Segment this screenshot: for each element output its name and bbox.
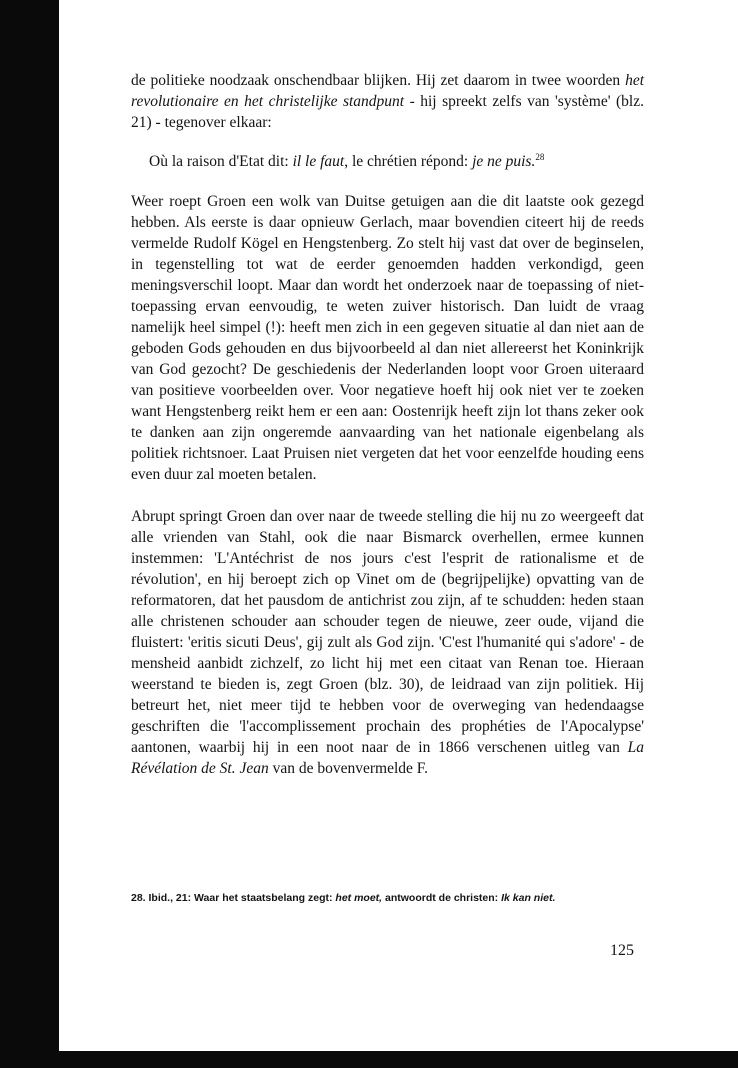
paragraph-2: Weer roept Groen een wolk van Duitse getuigen aan die dit laatste ook gezegd hebben. Als eerste is daar opnieuw Gerlach, maar bovendien citeert hij de reeds vermelde Rudolf Kögel en Hengstenberg. Zo stelt hij vast dat over de beginselen, in tegenstelling tot wat de eerder genoemden hadden verkondigd, geen meningsverschil loopt. Maar dan wordt het onderzoek naar de toepassing of niet-toepassing ervan eenvoudig, te weten zuiver historisch. Dan luidt de vraag namelijk heel simpel (!): heeft men zich in een gegeven situatie al dan niet aan de geboden Gods gehouden en dus bijvoorbeeld al dan niet allereerst het Koninkrijk van God gezocht? De geschiedenis der Nederlanden loopt voor Groen uiteraard van positieve voorbeelden over. Voor negatieve hoeft hij ook niet ver te zoeken want Hengstenberg reikt hem er een aan: Oostenrijk heeft zijn lot thans zeker ook te danken aan zijn ongeremde aanvaarding van het nationale eigenbelang als politiek richtsnoer. Laat Pruisen niet vergeten dat het voor eenzelfde houding eens even duur zal moeten betalen. <box>131 193 644 483</box>
footnote-ref: 28 <box>535 151 545 162</box>
paragraph-1: de politieke noodzaak onschendbaar blijken. Hij zet daarom in twee woorden het revolutionaire en het christelijke standpunt - hij spreekt zelfs van 'système' (blz. 21) - tegenover elkaar: <box>131 72 644 131</box>
scan-bottom-border <box>59 1051 738 1068</box>
page-number: 125 <box>610 942 634 959</box>
paragraph-3: Abrupt springt Groen dan over naar de tweede stelling die hij nu zo weergeeft dat alle vrienden van Stahl, ook die naar Bismarck overhellen, ermee kunnen instemmen: 'L'Antéchrist de nos jours c'est l'esprit de rationalisme et de révolution', en hij beroept zich op Vinet om de (begrijpelijke) opvatting van de reformatoren, dat het pausdom de antichrist zou zijn, af te schudden: heden staan alle christenen schouder aan schouder tegen de nieuwe, zeer oude, vijand die fluistert: 'eritis sicuti Deus', gij zult als God zijn. 'C'est l'humanité qui s'adore' - de mensheid aanbidt zichzelf, zo licht hij met een citaat van Renan toe. Hieraan weerstand te bieden is, zegt Groen (blz. 30), de leidraad van zijn politiek. Hij betreurt het, niet meer tijd te hebben voor de overweging van hedendaagse geschriften die 'l'accomplissement prochain des prophéties de l'Apocalypse' aantonen, waarbij hij in een noot naar de in 1866 verschenen uitleg van La Révélation de St. Jean van de bovenvermelde F. <box>131 508 644 777</box>
scan-left-border <box>0 0 59 1068</box>
block-quote: Où la raison d'Etat dit: il le faut, le chrétien répond: je ne puis.$^{28}$ <box>149 151 545 170</box>
footnote: 28. Ibid., 21: Waar het staatsbelang zegt: het moet, antwoordt de christen: Ik kan niet. <box>131 892 556 904</box>
page-body <box>131 70 644 779</box>
